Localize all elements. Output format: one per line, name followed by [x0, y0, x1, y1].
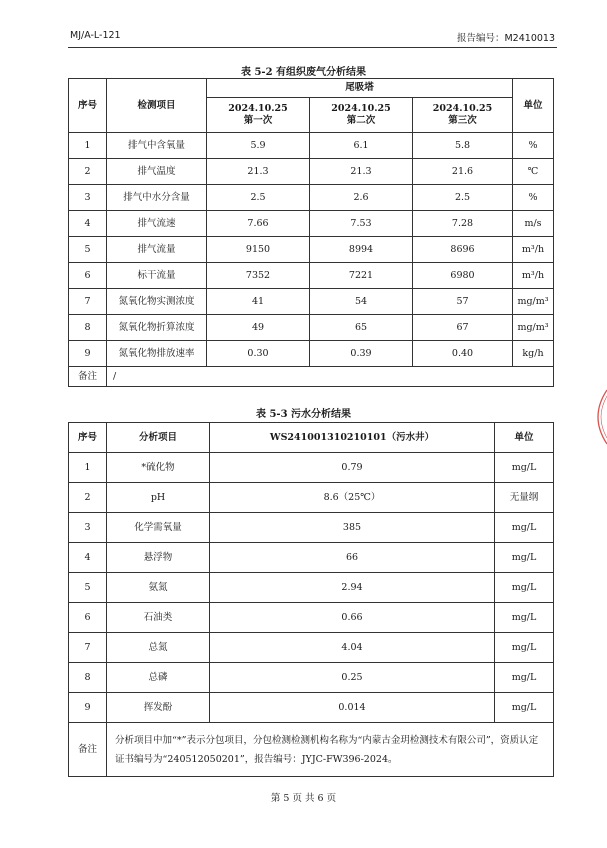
- col-header-item: 分析项目: [107, 423, 210, 453]
- col-header-sample: WS241001310210101（污水井）: [210, 423, 495, 453]
- table-row: 9 挥发酚 0.014 mg/L: [69, 693, 554, 723]
- note-label: 备注: [69, 367, 107, 387]
- col-header-item: 检测项目: [107, 79, 207, 133]
- table-row: 1 *硫化物 0.79 mg/L: [69, 453, 554, 483]
- page-number: 第 5 页 共 6 页: [270, 793, 337, 804]
- col-header-group: 尾吸塔: [207, 79, 513, 98]
- table-row: 5 氨氮 2.94 mg/L: [69, 573, 554, 603]
- wastewater-table: [68, 422, 554, 777]
- table-row: 4 悬浮物 66 mg/L: [69, 543, 554, 573]
- table-row: 2 pH 8.6（25℃） 无量纲: [69, 483, 554, 513]
- table-row: 7 总氮 4.04 mg/L: [69, 633, 554, 663]
- table-row: 2 排气温度 21.3 21.3 21.6 ℃: [69, 159, 554, 185]
- note-label: 备注: [69, 723, 107, 777]
- run-header-2: 2024.10.25 第二次: [310, 98, 413, 133]
- col-header-seq: 序号: [69, 423, 107, 453]
- table-row: 6 标干流量 7352 7221 6980 m³/h: [69, 263, 554, 289]
- note-row: [69, 367, 554, 387]
- run-header-3: 2024.10.25 第三次: [413, 98, 513, 133]
- col-header-unit: 单位: [495, 423, 554, 453]
- seal-stamp-fragment: [585, 388, 607, 446]
- report-number: 报告编号：M2410013: [456, 33, 555, 44]
- table1-caption: 表 5-2 有组织废气分析结果: [240, 67, 367, 78]
- col-header-unit: 单位: [513, 79, 554, 133]
- table2-caption: 表 5-3 污水分析结果: [255, 409, 352, 420]
- table-row: 3 排气中水分含量 2.5 2.6 2.5 %: [69, 185, 554, 211]
- exhaust-gas-table: [68, 78, 554, 387]
- table-row: 6 石油类 0.66 mg/L: [69, 603, 554, 633]
- note-row: [69, 723, 554, 777]
- header-rule: [68, 47, 557, 48]
- table-row: 5 排气流量 9150 8994 8696 m³/h: [69, 237, 554, 263]
- table-row: 1 排气中含氧量 5.9 6.1 5.8 %: [69, 133, 554, 159]
- note-text: 分析项目中加“*”表示分包项目，分包检测检测机构名称为“内蒙古金玥检测技术有限公司”，资质认定证书编号为“240512050201”，报告编号：JYJC-FW396-2024。: [107, 723, 554, 777]
- col-header-seq: 序号: [69, 79, 107, 133]
- table-row: 3 化学需氧量 385 mg/L: [69, 513, 554, 543]
- run-header-1: 2024.10.25 第一次: [207, 98, 310, 133]
- table-row: 9 氮氧化物排放速率 0.30 0.39 0.40 kg/h: [69, 341, 554, 367]
- table-row: 8 氮氧化物折算浓度 49 65 67 mg/m³: [69, 315, 554, 341]
- document-code: MJ/A-L-121: [70, 30, 121, 41]
- table-row: 7 氮氧化物实测浓度 41 54 57 mg/m³: [69, 289, 554, 315]
- note-value: /: [107, 367, 554, 387]
- table-row: 8 总磷 0.25 mg/L: [69, 663, 554, 693]
- table-row: 4 排气流速 7.66 7.53 7.28 m/s: [69, 211, 554, 237]
